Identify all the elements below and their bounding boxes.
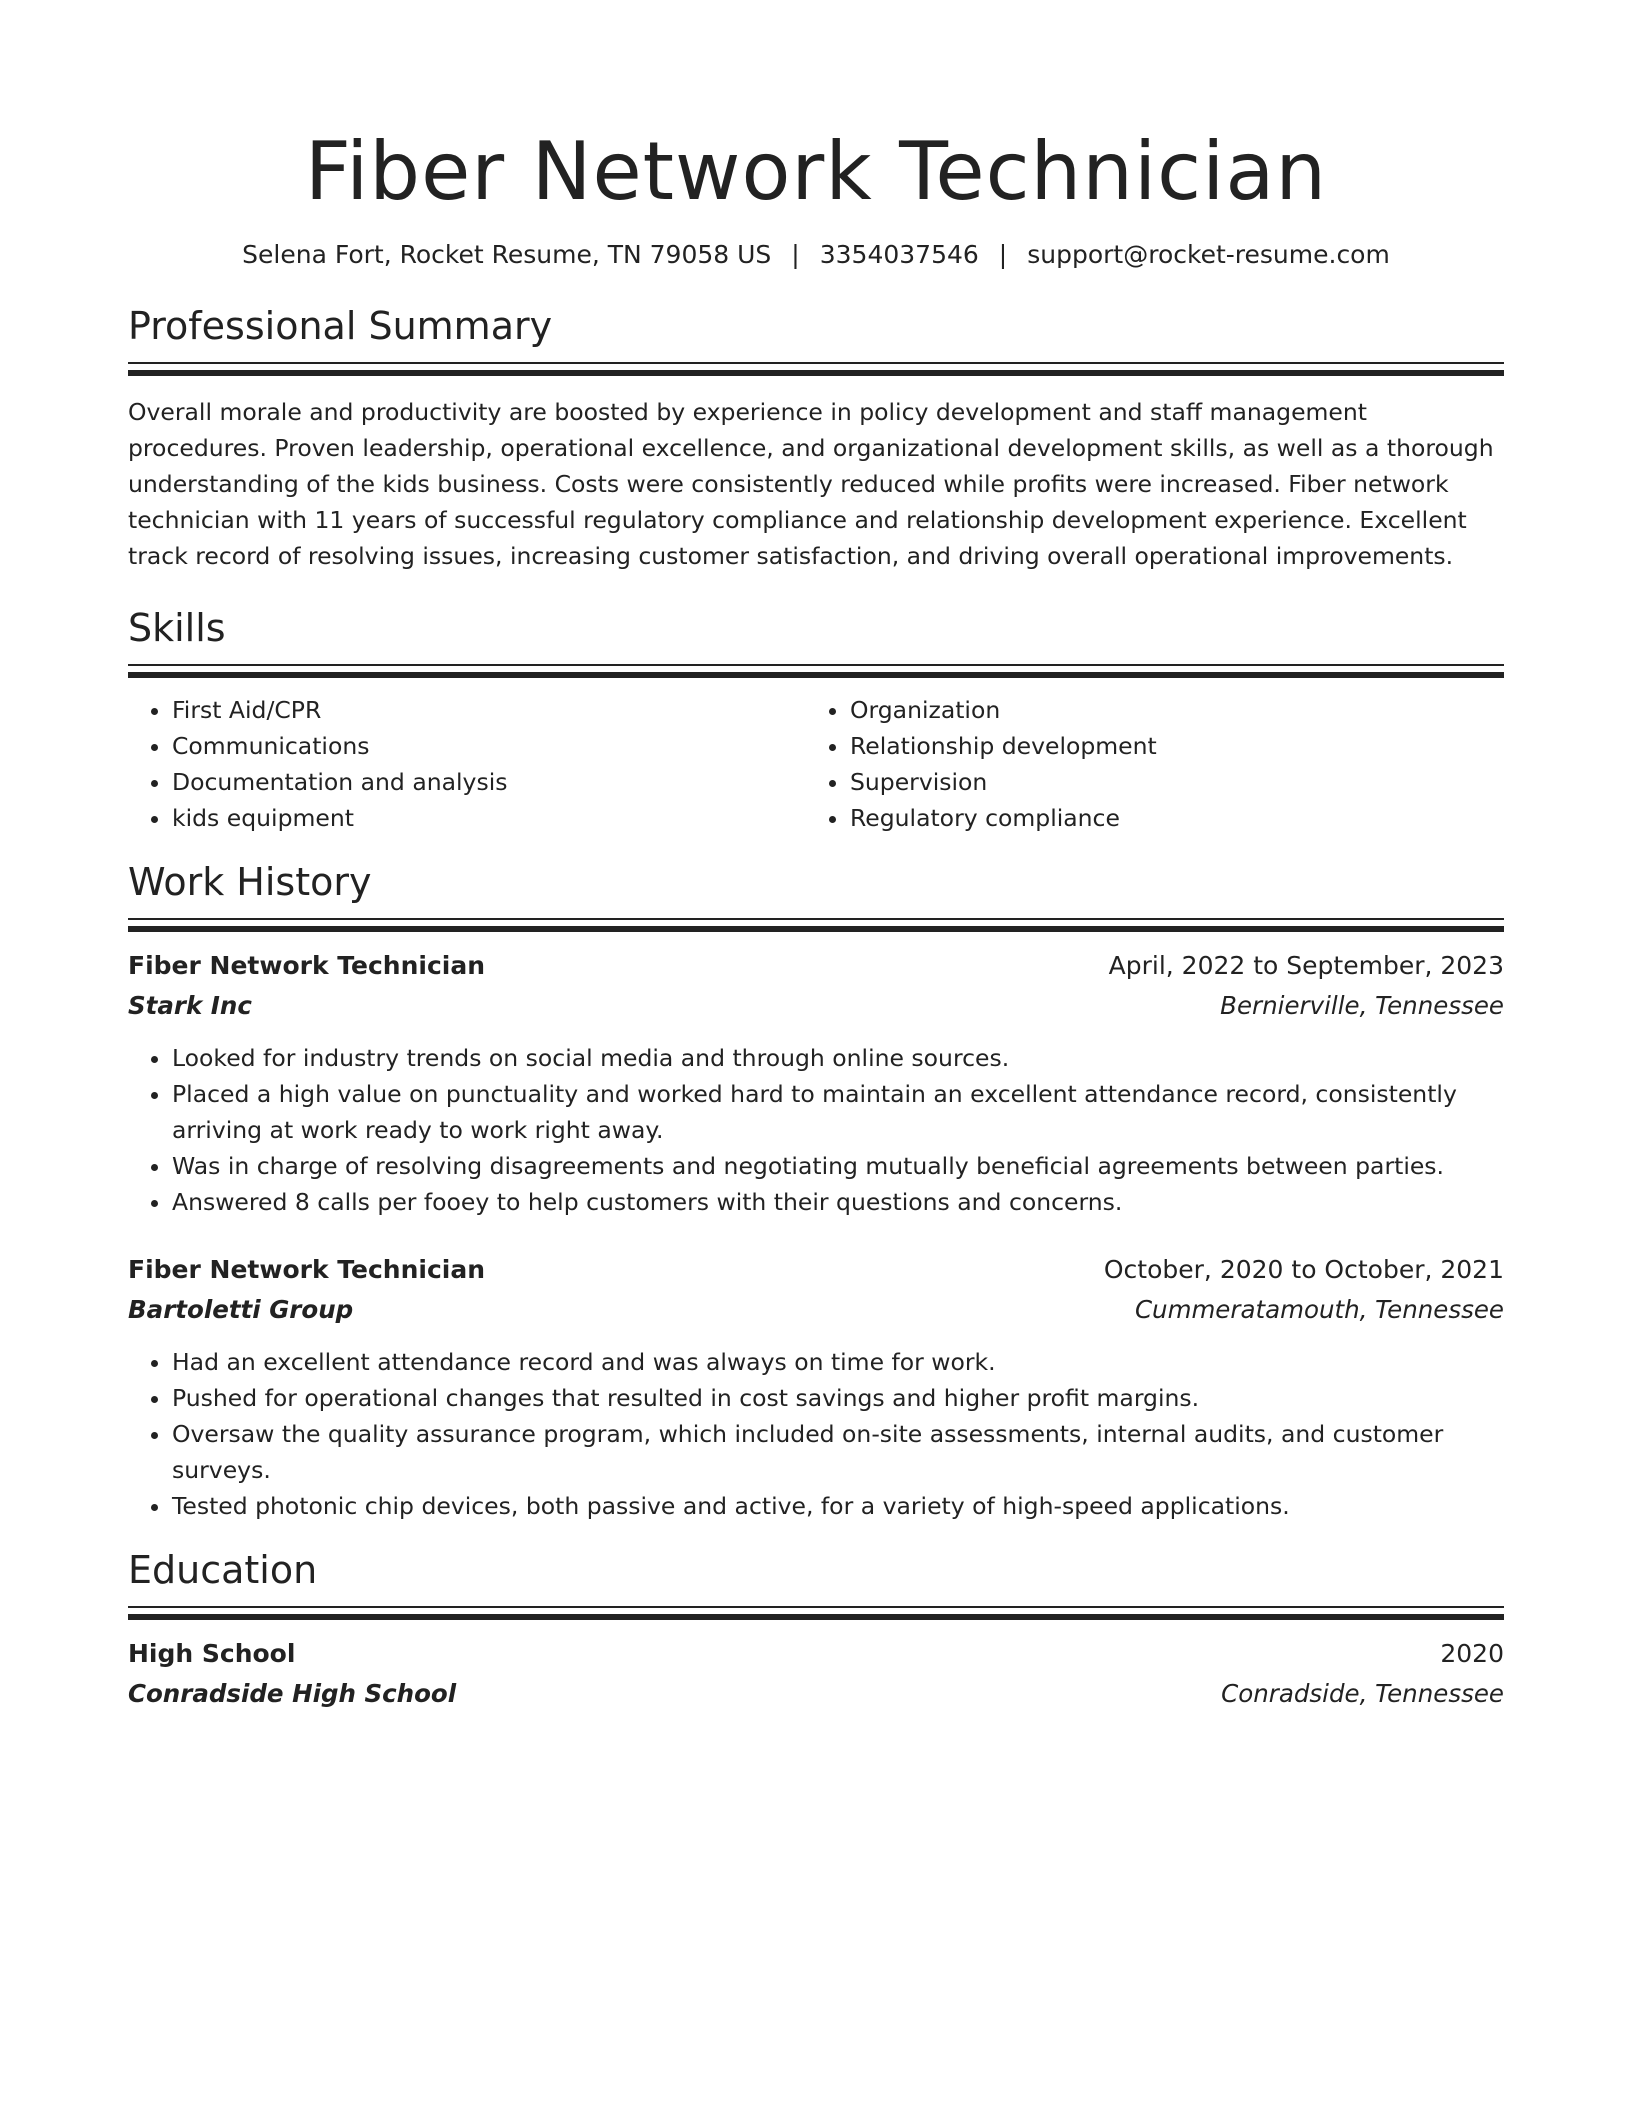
resume-title: Fiber Network Technician — [304, 125, 1328, 218]
education-heading: Education — [128, 1548, 318, 1592]
skill-item: • Regulatory compliance — [850, 800, 1484, 836]
contact-line — [128, 238, 1504, 272]
skills-section — [128, 604, 1504, 836]
job-entry — [128, 946, 1504, 1220]
summary-section — [128, 302, 1504, 574]
contact-address: Selena Fort, Rocket Resume, TN 79058 US — [242, 240, 772, 269]
section-divider — [128, 664, 1504, 678]
skills-columns — [128, 692, 1504, 836]
job-dates: April, 2022 to September, 2023 — [1108, 951, 1504, 980]
skills-column-right — [806, 692, 1484, 836]
skill-item: • Relationship development — [850, 728, 1484, 764]
resume-page — [128, 0, 1504, 1714]
skill-item: • kids equipment — [172, 800, 806, 836]
education-location: Conradside, Tennessee — [1221, 1679, 1504, 1708]
job-bullet: • Had an excellent attendance record and was always on time for work. — [172, 1344, 1504, 1380]
job-company: Stark Inc — [128, 991, 252, 1020]
skill-item: • First Aid/CPR — [172, 692, 806, 728]
job-bullet: • Oversaw the quality assurance program, which included on-site assessments, internal audits, and customer surveys. — [172, 1416, 1504, 1488]
skills-heading: Skills — [128, 606, 226, 650]
work-heading: Work History — [128, 860, 372, 904]
skill-item: • Communications — [172, 728, 806, 764]
job-title: Fiber Network Technician — [128, 1255, 486, 1284]
job-bullet: • Was in charge of resolving disagreements and negotiating mutually beneficial agreements between parties. — [172, 1148, 1504, 1184]
contact-separator: | — [791, 240, 800, 269]
section-divider — [128, 918, 1504, 932]
job-entry — [128, 1250, 1504, 1524]
job-dates: October, 2020 to October, 2021 — [1103, 1255, 1504, 1284]
education-school: Conradside High School — [128, 1679, 457, 1708]
skill-item: • Documentation and analysis — [172, 764, 806, 800]
job-title: Fiber Network Technician — [128, 951, 486, 980]
job-bullet: • Tested photonic chip devices, both passive and active, for a variety of high-speed applications. — [172, 1488, 1504, 1524]
contact-email[interactable]: support@rocket-resume.com — [1027, 240, 1390, 269]
skill-item: • Organization — [850, 692, 1484, 728]
summary-heading: Professional Summary — [128, 304, 553, 348]
contact-separator: | — [998, 240, 1008, 269]
job-location: Bernierville, Tennessee — [1220, 991, 1504, 1020]
job-bullet: • Placed a high value on punctuality and worked hard to maintain an excellent attendance record, consistently arriving at work ready to work right away. — [172, 1076, 1504, 1148]
education-entry — [128, 1634, 1504, 1714]
section-divider — [128, 1606, 1504, 1620]
education-section — [128, 1546, 1504, 1714]
contact-phone: 3354037546 — [819, 240, 979, 269]
job-bullet: • Pushed for operational changes that resulted in cost savings and higher profit margins. — [172, 1380, 1504, 1416]
job-location: Cummeratamouth, Tennessee — [1134, 1295, 1504, 1324]
job-company: Bartoletti Group — [128, 1295, 354, 1324]
education-year: 2020 — [1440, 1639, 1504, 1668]
skills-column-left — [128, 692, 806, 836]
work-section — [128, 858, 1504, 1524]
section-divider — [128, 362, 1504, 376]
education-degree: High School — [128, 1639, 296, 1668]
summary-text: Overall morale and productivity are boosted by experience in policy development and staff management procedures. Proven leadership, operational excellence, and organizational development skills, as well as a thorough understanding of the kids business. Costs were consistently reduced while profits were increased. Fiber network technician with 11 years of successful regulatory compliance and relationship development experience. Excellent track record of resolving issues, increasing customer satisfaction, and driving overall operational improvements. — [128, 398, 1494, 570]
job-bullet: • Looked for industry trends on social media and through online sources. — [172, 1040, 1504, 1076]
skill-item: • Supervision — [850, 764, 1484, 800]
job-bullet: • Answered 8 calls per fooey to help customers with their questions and concerns. — [172, 1184, 1504, 1220]
